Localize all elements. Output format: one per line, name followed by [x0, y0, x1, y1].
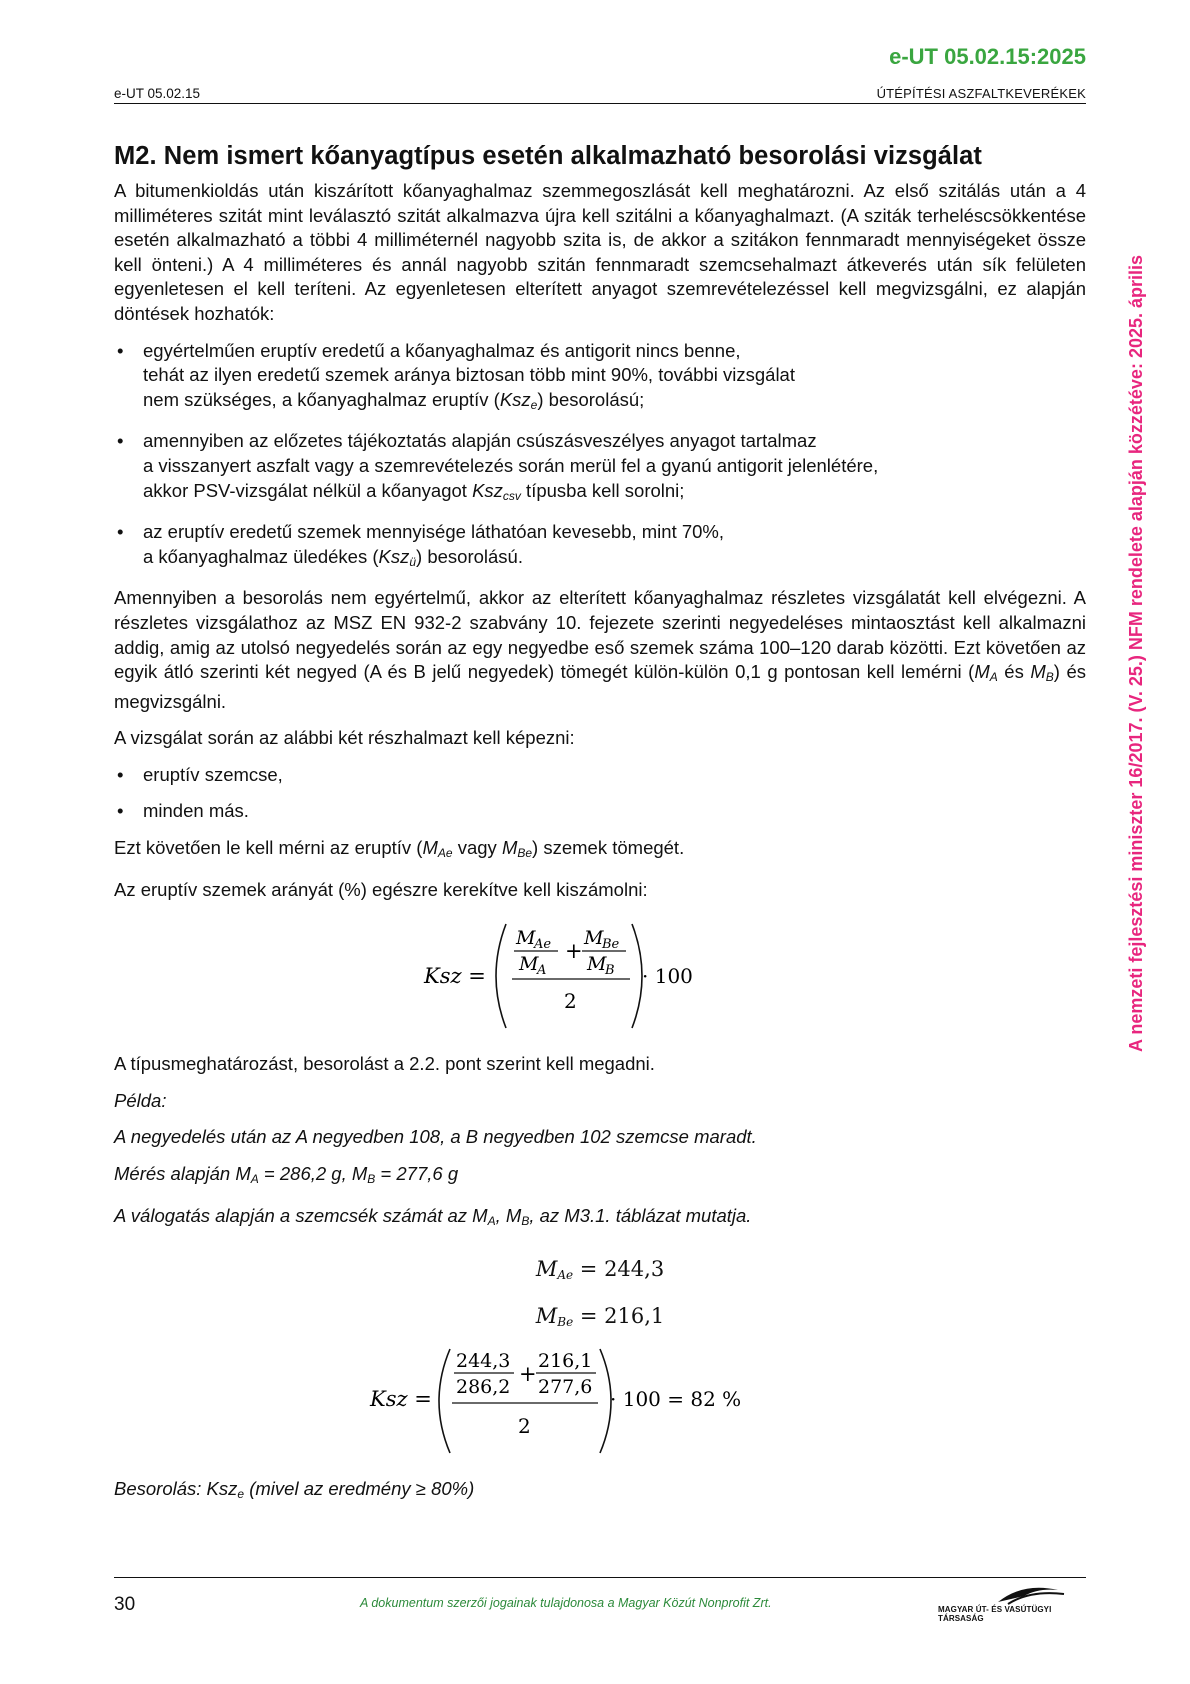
detail-paragraph: Amennyiben a besorolás nem egyértelmű, akkor az elterített kőanyaghalmaz részletes vizsgálatát kell elvégezni. A részletes vizsgálathoz az MSZ EN 932-2 szabvány 10. fejezete szerinti negyedeléses mintaosztást kell alkalmazni addig, amig az utolsó negyedelés során az egy negyedbe eső szemek száma 100–120 darab közötti. Ezt követően az egyik átló szerinti két negyed (A és B jelű negyedek) tömegét külön-külön 0,1 g pontosan kell lemérni ($M_A$ és $M_B$) és megvizsgálni. [114, 587, 1086, 712]
bullet-icon: • [117, 800, 124, 822]
svg-text:· 100 = 82 %: · 100 = 82 % [610, 1387, 742, 1412]
ksz-formula [114, 918, 1086, 1034]
ksz-calculation [114, 1343, 1086, 1459]
svg-text:2: 2 [518, 1414, 531, 1439]
intro-paragraph: A bitumenkioldás után kiszárított kőanyaghalmaz szemmegoszlását kell meghatározni. Az első szitálás után a 4 milliméteres szitát mint leválasztó szitát alkalmazva újra kell szitálni a kőanyaghalmazt. (A sziták terheléscsökkentése esetén alkalmazható a többi 4 milliméternél nagyobb szita is, de akkor a szitákon fennmaradt mennyiségeket össze kell önteni.) A 4 milliméteres és annál nagyobb szitán fennmaradt szemcsehalmazt átkeverés után sík felületen egyenletesen el kell teríteni. Az egyenletesen elterített anyagot szemrevételezéssel kell megvizsgálni, ez alapján döntések hozhatók: [114, 180, 1086, 324]
list-item: • egyértelműen eruptív eredetű a kőanyaghalmaz és antigorit nincs benne, tehát az ilyen eredetű szemek aránya biztosan több mint 90%, további vizsgálat nem szükséges, a kőanyaghalmaz eruptív (Ksz$_e$) besorolású; [117, 339, 795, 412]
logo-label: MAGYAR ÚT- ÉS VASÚTÜGYI TÁRSASÁG [938, 1605, 1052, 1623]
list-item: • az eruptív eredetű szemek mennyisége láthatóan kevesebb, mint 70%, a kőanyaghalmaz üledékes (Ksz$_ü$) besorolású. [117, 521, 725, 569]
svg-text:Ksz =: Ksz = [370, 1387, 432, 1412]
bullet-icon: • [117, 521, 124, 543]
main-content [114, 142, 1086, 1507]
document-code: e-UT 05.02.15:2025 [889, 44, 1086, 69]
weigh-paragraph: Ezt követően le kell mérni az eruptív ($M_{Ae}$ vagy $M_{Be}$) szemek tömegét. [114, 837, 685, 861]
svg-text:277,6: 277,6 [538, 1376, 593, 1399]
bullet-icon: • [117, 430, 124, 452]
example-line-3: A válogatás alapján a szemcsék számát az $M_A$, $M_B$, az M3.1. táblázat mutatja. [114, 1204, 752, 1228]
page-number: 30 [114, 1594, 136, 1615]
footer-rule [114, 1577, 1086, 1578]
svg-text:216,1: 216,1 [538, 1350, 593, 1373]
svg-text:M: M [587, 953, 607, 976]
bullet-icon: • [117, 339, 124, 361]
mbe-equation: $M_{Be} = 216,1$ [535, 1304, 665, 1330]
header-left: e-UT 05.02.15 [114, 86, 201, 101]
header-right: ÚTÉPÍTÉSI ASZFALTKEVERÉKEK [876, 86, 1086, 101]
svg-text:B: B [605, 963, 615, 979]
fraction-be-over-b [582, 927, 626, 978]
svg-text:244,3: 244,3 [456, 1350, 511, 1373]
svg-text:· 100: · 100 [642, 964, 693, 989]
example-label: Példa: [114, 1089, 167, 1111]
result-line: Besorolás: Ksz$_e$ (mivel az eredmény ≥ 80%) [114, 1478, 475, 1502]
header-rule [114, 103, 1086, 104]
subset-list [114, 763, 1086, 824]
svg-text:286,2: 286,2 [456, 1376, 511, 1399]
bullet-icon: • [117, 763, 124, 785]
example-line-2: Mérés alapján $M_A = 286,2$ g, $M_B = 277,6$ g [114, 1163, 459, 1187]
fraction-ae-over-a [514, 927, 558, 978]
svg-text:+: + [519, 1362, 537, 1387]
ratio-paragraph: Az eruptív szemek arányát (%) egészre kerekítve kell kiszámolni: [114, 878, 648, 900]
svg-text:M: M [516, 927, 536, 950]
svg-text:+: + [565, 939, 583, 964]
example-line-1: A negyedelés után az A negyedben 108, a B negyedben 102 szemcse maradt. [114, 1126, 757, 1148]
svg-text:M: M [519, 953, 539, 976]
svg-text:2: 2 [564, 989, 577, 1014]
svg-text:Be: Be [602, 937, 620, 953]
svg-text:Ae: Ae [534, 937, 552, 953]
subsets-intro: A vizsgálat során az alábbi két részhalmazt kell képezni: [114, 727, 575, 749]
decision-list [114, 339, 1086, 575]
svg-text:A: A [537, 963, 547, 979]
section-title: M2. Nem ismert kőanyagtípus esetén alkalmazható besorolási vizsgálat [114, 142, 982, 170]
list-item: • eruptív szemcse, [114, 763, 1086, 788]
svg-text:M: M [584, 927, 604, 950]
mae-equation: $M_{Ae} = 244,3$ [535, 1257, 665, 1283]
list-item: • minden más. [114, 799, 1086, 824]
side-publication-note: A nemzeti fejlesztési miniszter 16/2017. (V. 25.) NFM rendelete alapján közzétéve: 2025. április [1126, 254, 1146, 1052]
type-paragraph: A típusmeghatározást, besorolást a 2.2. pont szerint kell megadni. [114, 1053, 655, 1075]
list-item: • amennyiben az előzetes tájékoztatás alapján csúszásveszélyes anyagot tartalmaz a visszanyert aszfalt vagy a szemrevételezés során merül fel a gyanú antigorit jelenlétére, akkor PSV-vizsgálat nélkül a kőanyagot Ksz$_{csv}$ típusba kell sorolni; [117, 430, 879, 503]
copyright-notice: A dokumentum szerzői jogainak tulajdonosa a Magyar Közút Nonprofit Zrt. [360, 1596, 772, 1610]
svg-text:Ksz =: Ksz = [424, 964, 486, 989]
